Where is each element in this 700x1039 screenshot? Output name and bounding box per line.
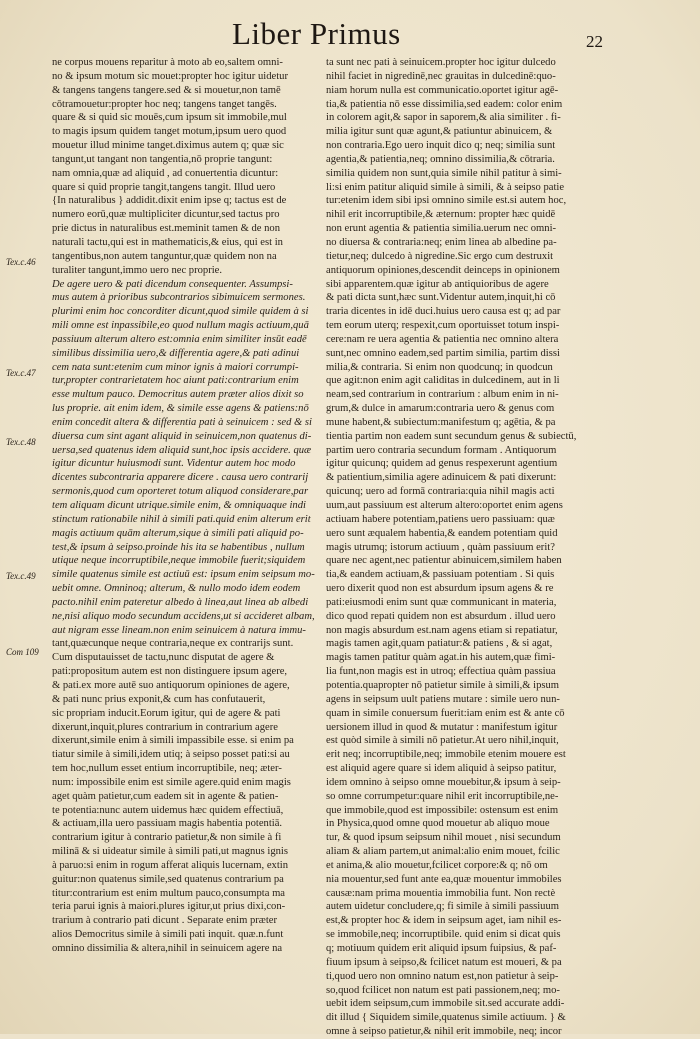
text-line: idem omnino à seipso omne mouebitur,& ipsum à seip- xyxy=(326,776,561,788)
margin-note-tex48: Tex.c.48 xyxy=(6,437,36,447)
text-line: dixerunt,simile enim à simili impassibile esse. si enim pa xyxy=(52,735,294,747)
text-line: milia igitur sunt quæ agunt,& patiuntur abinuicem, & xyxy=(326,126,553,138)
text-line: quare & si quid sic mouēs,cum ipsum sit immobile,mul xyxy=(52,112,287,124)
text-line: & pati dicta sunt,hæc sunt.Videntur autem,inquit,hi cō xyxy=(326,292,556,304)
text-line: in Physica,quod omne quod mouetur ab aliquo moue xyxy=(326,818,550,830)
text-line: no diuersa & contraria:neq; enim linea ab albedine pa- xyxy=(326,236,557,248)
text-line: omne à seipso patietur,& nihil erit immobile, neq; incor xyxy=(326,1026,562,1038)
text-line: uersa,sed quatenus idem aliquid sunt,hoc ipsis accidere. quæ xyxy=(52,444,312,456)
text-line: est,& propter hoc & idem in seipsum aget, iam nihil es- xyxy=(326,915,562,927)
text-line: tangunt,ut tangant non tangentia,nō proprie tangunt: xyxy=(52,153,273,165)
text-line: quare nec agent,nec patientur abinuicem,similem haben xyxy=(326,555,562,567)
text-line: sic propriam inducit.Eorum igitur, qui de agere & pati xyxy=(52,707,281,719)
text-line: causæ:nam prima mouentia immobilia funt. Non rectè xyxy=(326,887,556,899)
text-line: est quòd simile à simili nō patietur.At uero nihil,inquit, xyxy=(326,735,559,747)
text-line: tietur,neq; dulcedo à nigredine.Sic ergo cum destruxit xyxy=(326,250,554,262)
text-line: partim uero contraria secundum formam . Antiquorum xyxy=(326,444,557,456)
text-line: nia mouentur,sed funt ante ea,quæ mouentur immobiles xyxy=(326,873,562,885)
text-line: tur:etenim idem sibi ipsi omnino simile est.si autem hoc, xyxy=(326,195,567,207)
text-line: dicentes subcontraria apparere dicere . causa uero contrarij xyxy=(52,472,309,484)
text-line: ti,quod uero non omnino natum est,non patietur à seip- xyxy=(326,970,559,982)
text-line: ne,nisi aliquo modo secundum accidens,ut si accideret albam, xyxy=(52,610,315,622)
text-line: ne corpus mouens reparitur à moto ab eo,saltem omni- xyxy=(52,57,283,68)
text-line: alios Democritus simile à simili pati inquit. quæ.n.funt xyxy=(52,929,284,941)
text-line: magis tamen patitur quàm agat.in his autem,quæ fimi- xyxy=(326,652,556,664)
text-line: aget quàm patietur,cum eadem sit in agente & patien- xyxy=(52,790,279,802)
text-line: uero dixerit quod non est absurdum ipsum agens & re xyxy=(326,583,554,595)
text-line: to magis ipsum quidem tanget motum,ipsum uero quod xyxy=(52,126,287,138)
text-line: magis tamen agit,quam patiatur:& patiens , & si agat, xyxy=(326,638,553,650)
text-line: pacto.nihil enim pateretur albedo à linea,aut linea ab albedi xyxy=(52,596,309,608)
text-line: tur, & quod ipsum seipsum nihil mouet , nisi secundum xyxy=(326,832,561,844)
text-line: te potentia:nunc autem uidemus hæc quidem effectiuā, xyxy=(52,804,284,816)
text-line: similia quidem non sunt,quia simile nihil patitur à simi- xyxy=(326,167,562,179)
text-line: trarium à contrario pati dicunt . Separate enim præter xyxy=(52,915,278,927)
text-line: Cum disputauisset de tactu,nunc disputat de agere & xyxy=(52,652,275,664)
text-line: enim concedit altera & differentia pati à seinuicem : sed & si xyxy=(52,416,312,428)
text-line: prie dictus in naturalibus est.meminit tamen & de non xyxy=(52,223,281,235)
left-column xyxy=(52,56,316,956)
text-line: tur,propter contrarietatem hoc aiunt pati:contrarium enim xyxy=(52,375,299,387)
text-line: uum,aut passiuum est alterum altero:oportet enim agens xyxy=(326,500,563,511)
text-line: et anima,& alio mouetur,fcilicet corpore:& q; nō om xyxy=(326,859,548,871)
text-line: agentia,& patientia,neq; omnino dissimilia,& cōtraria. xyxy=(326,153,555,165)
text-line: dixerunt,inquit,plures contrarium in contrarium agere xyxy=(52,721,278,733)
text-line: sermonis,quod cum oporteret totum aliquod considerare,par xyxy=(52,486,309,498)
text-line: mune habent,& subiectum:manifestum q; agētia, & pa xyxy=(326,416,556,428)
text-line: neam,sed contrarium in contrarium : album enim in ni- xyxy=(326,389,559,401)
text-line: igitur quicunq; quidem ad genus respexerunt agentium xyxy=(326,458,558,470)
text-line: similibus dissimilia uero,& differentia agere,& pati adinui xyxy=(52,347,300,359)
text-line: numero eorū,quæ multipliciter dicuntur,sed tactus pro xyxy=(52,209,280,221)
margin-note-tex47: Tex.c.47 xyxy=(6,368,36,378)
text-line: nihil faciet in nigredinē,nec grauitas in dulcedinē:quo- xyxy=(326,70,556,82)
text-line: dico quod repati quidem non est absurdum . illud uero xyxy=(326,610,556,622)
text-line: in colorem agit,& sapor in saporem,& alia similiter . fi- xyxy=(326,112,561,124)
text-line: mouetur illud minime tanget.diximus autem q; quæ sic xyxy=(52,140,284,152)
text-line: sunt,nec omnino eadem,sed partim similia, partim dissi xyxy=(326,347,560,359)
text-line: quicunq; uero ad formā contraria:quia nihil magis acti xyxy=(326,486,555,498)
text-line: est aliquid agere quare si idem aliquid à seipso patitur, xyxy=(326,763,557,775)
text-line: & actiuam,illa uero passiuam magis habentia potentiā. xyxy=(52,818,283,830)
text-line: tia,& eandem actiuam,& passiuam potentiam . Si quis xyxy=(326,569,555,581)
text-line: so,quod fcilicet non natum est pati passionem,neq; mo- xyxy=(326,984,560,996)
text-line: cōtramouetur:propter hoc neq; tangens tanget tangēs. xyxy=(52,98,277,110)
text-line: potentia.quapropter nō patietur simile à simili,& ipsum xyxy=(326,679,560,691)
text-line: antiquorum opiniones,descendit deinceps in opinionem xyxy=(326,264,560,276)
text-line: esse multum pauco. Democritus autem præter alios dixit so xyxy=(52,389,304,401)
text-line: autem uidetur concludere,q; fi simile à simili passiuum xyxy=(326,901,560,913)
text-line: actiuam habere potentiam,patiens uero passiuam: quæ xyxy=(326,513,555,525)
text-line: {In naturalibus } addidit.dixit enim ipse q; tactus est de xyxy=(52,195,287,207)
text-line: uersionem illud in quod & mutatur : manifestum igitur xyxy=(326,721,558,733)
text-line: naturali tactu,qui est in mathematicis,& eius, qui est in xyxy=(52,236,283,248)
text-line: nam omnia,quæ ad aliquid , ad conuertentia dicuntur: xyxy=(52,167,279,179)
text-line: sibi apparentem.quæ igitur ab antiquioribus de agere xyxy=(326,278,549,290)
text-line: teria parui ignis à maiori.plures igitur,ut prius dixi,con- xyxy=(52,901,286,913)
text-line: tem eorum uterq; respexit,cum oportuisset totum inspi- xyxy=(326,320,560,332)
text-line: aliam & aliam partem,ut animal:alio enim mouet, fcilic xyxy=(326,846,560,858)
text-line: diuersa cum sint agant aliquid in seinuicem,non quatenus di- xyxy=(52,430,312,442)
text-line: igitur dicuntur huiusmodi sunt. Videntur autem hoc modo xyxy=(52,458,296,470)
text-line: nihil erit incorruptibile,& æternum: propter hæc quidē xyxy=(326,209,556,221)
margin-note-tex49: Tex.c.49 xyxy=(6,571,36,581)
text-line: uebit omne. Omninoq; alterum, & nullo modo idem eodem xyxy=(52,583,301,595)
text-line: erit neq; incorruptibile,neq; immobile etenim mouere est xyxy=(326,749,566,761)
text-line: tangentibus,non autem tanguntur,quæ quidem non na xyxy=(52,250,277,262)
text-line: contrarium igitur à contrario patietur,& non simile à fi xyxy=(52,832,282,844)
text-line: quam in simile conuersum fuerit:iam enim est & ante cō xyxy=(326,707,565,719)
text-line: à paruo:si enim in rogum afferat aliquis lucernam, extin xyxy=(52,859,289,871)
text-line: li:si enim patitur aliquid simile à simili, & à seipso patie xyxy=(326,181,565,193)
text-line: tem aliquam dicunt utrique.simile enim, & omniquaque indi xyxy=(52,500,306,511)
margin-note-tex46: Tex.c.46 xyxy=(6,257,36,267)
text-line: De agere uero & pati dicendum consequenter. Assumpsi- xyxy=(52,278,293,290)
text-line: cem nata sunt:etenim cum minor ignis à maiori corrumpi- xyxy=(52,361,299,373)
text-line: dit illud { Siquidem simile,quatenus simile actiuum. } & xyxy=(326,1012,566,1024)
text-line: lia funt,non magis est in utroq; effectiua quàm passiua xyxy=(326,666,556,678)
text-line: non contraria.Ego uero inquit dico q; neq; similia sunt xyxy=(326,140,556,152)
folio-number: 22 xyxy=(586,32,603,51)
text-line: titur:contrarium est enim multum pauco,consumpta ma xyxy=(52,887,286,899)
text-line: cere:nam re uera agentia & patientia nec omnino altera xyxy=(326,333,559,345)
text-line: niam horum nulla est communicatio.oportet igitur agē- xyxy=(326,84,559,96)
text-line: tientia partim non eadem sunt secundum genus & subiectū, xyxy=(326,430,577,442)
text-line: turaliter tangunt,immo uero nec proprie. xyxy=(52,264,223,276)
text-line: mili omne est inpassibile,eo quod nullum magis actiuum,quā xyxy=(52,320,309,332)
text-line: plurimi enim hoc concorditer dicunt,quod simile quidem à si xyxy=(52,306,309,318)
text-line: uero sunt æqualem habentia,& eandem potentiam quid xyxy=(326,527,558,539)
text-line: tant,quæcunque neque contraria,neque ex contrarijs sunt. xyxy=(52,638,294,650)
running-title: Liber Primus xyxy=(232,16,401,51)
text-line: grum,& dulce in amarum:contraria uero & genus com xyxy=(326,403,555,415)
text-line: & pati.ex more autē suo antiquorum opiniones de agere, xyxy=(52,679,290,691)
text-line: traria dicentes in idē duci.huius uero causa est q; ad par xyxy=(326,306,561,318)
text-line: stinctum rationabile nihil à simili pati.quid enim alterum erit xyxy=(52,513,311,525)
text-line: fiuum ipsum à seipso,& fcilicet natum est moueri, & pa xyxy=(326,956,562,968)
text-line: test,& ipsum à seipso.proinde his ita se habentibus , nullum xyxy=(52,541,305,553)
text-line: tem hoc,nullum esset entium incorruptibile, neq; æter- xyxy=(52,763,282,775)
text-line: mus autem à prioribus subcontrarios sibimuicem sermones. xyxy=(52,292,306,304)
text-line: no & ipsum motum sic mouet:propter hoc igitur uidetur xyxy=(52,70,288,82)
text-line: que agit:non enim agit caliditas in dulcedinem, aut in li xyxy=(326,375,560,387)
text-line: non magis absurdum est.nam agens etiam si repatiatur, xyxy=(326,624,558,636)
text-line: tia,& patientia nō esse dissimilia,sed eadem: color enim xyxy=(326,98,563,110)
text-line: omnino dissimilia & altera,nihil in seinuicem agere na xyxy=(52,943,283,954)
text-line: passiuum alterum altero est:omnia enim similiter insūt eadē xyxy=(52,333,307,345)
text-line: pati:eiusmodi enim sunt quæ communicant in materia, xyxy=(326,596,557,608)
text-line: magis actiuum quām alterum,sique à simili pati aliquid po- xyxy=(52,527,304,539)
text-line: que immobile,quod est impossibile: ostensum est enim xyxy=(326,804,559,816)
text-line: num: impossibile enim est simile agere.quid enim magis xyxy=(52,776,291,788)
text-line: & tangens tangens tangere.sed & si mouetur,non tamē xyxy=(52,84,281,96)
text-line: pati:propositum autem est non distinguere ipsum agere, xyxy=(52,666,288,678)
text-line: tiatur simile à simili,idem utiq; à seipso posset pati:si au xyxy=(52,749,290,761)
text-line: non erunt agentia & patientia similia.uerum nec omni- xyxy=(326,223,557,235)
text-line: lus proprie. ait enim idem, & simile esse agens & patiens:nō xyxy=(52,403,309,415)
text-line: utique neque incorruptibile,neque immobile fuerit;siquidem xyxy=(52,555,306,567)
text-line: se immobile,neq; incorruptibile. quid enim si dicat quis xyxy=(326,929,561,941)
text-line: magis utrumq; istorum actiuum , quàm passiuum erit? xyxy=(326,541,555,553)
text-line: simile quatenus simile est actiuū est: ipsum enim seipsum mo- xyxy=(52,569,315,581)
text-line: agens in seipsum uult patiens mutare : simile uero nun- xyxy=(326,693,560,705)
text-line: uebit idem seipsum,cum immobile sit.sed accurate addi- xyxy=(326,998,565,1010)
text-line: quare si quid proprie tangit,tangens tangit. Illud uero xyxy=(52,181,276,193)
text-line: so omne corrumpetur:quare nihil erit incorruptibile,ne- xyxy=(326,790,559,802)
text-line: ta sunt nec pati à seinuicem.propter hoc igitur dulcedo xyxy=(326,57,556,68)
text-line: & pati nunc prius exponit,& cum has confutauerit, xyxy=(52,693,266,705)
text-line: guitur:non quatenus simile,sed quatenus contrarium pa xyxy=(52,873,284,885)
text-line: milia,& contraria. Si enim non quodcunq; in quodcun xyxy=(326,361,553,373)
text-line: q; motiuum quidem erit aliquid ipsum fuipsius, & paf- xyxy=(326,943,557,954)
text-line: aut nigram esse lineam.non enim seinuicem à natura immu- xyxy=(52,624,306,636)
right-column xyxy=(326,56,592,1039)
text-line: milinā & si uideatur simile à simili pati,ut magnus ignis xyxy=(52,846,288,858)
text-line: & patientium,similia agere adinuicem & pati dixerunt: xyxy=(326,472,557,484)
margin-note-com109: Com 109 xyxy=(6,647,39,657)
